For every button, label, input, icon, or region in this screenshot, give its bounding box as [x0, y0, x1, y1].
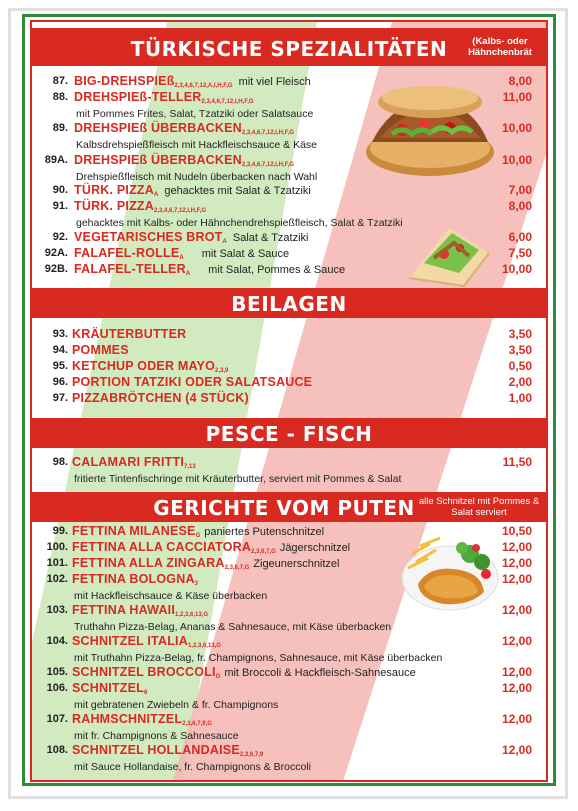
item-extra: Kalbsdrehspießfleisch mit Hackfleischsauce & Käse [76, 139, 318, 151]
item-number: 90. [52, 184, 68, 196]
item-price: 12,00 [501, 603, 532, 617]
item-number: 99. [52, 525, 68, 537]
allergen-codes: A [153, 192, 159, 198]
item-name: TÜRK. PIZZA [74, 199, 154, 213]
item-desc: mit Salat & Sauce [201, 248, 290, 260]
item-extra: mit Truthahn Pizza-Belag, fr. Champignons, Sahnesauce, mit Käse überbacken [74, 652, 443, 664]
item-extra: mit Pommes Frites, Salat, Tzatziki oder Salatsauce [76, 108, 314, 120]
allergen-codes: 7,13 [184, 464, 196, 470]
item-price: 12,00 [501, 743, 532, 757]
item-price: 10,00 [501, 262, 532, 276]
item-name: SCHNITZEL HOLLANDAISE [72, 743, 240, 757]
menu-item [32, 327, 546, 342]
item-number: 105. [46, 666, 68, 678]
item-extra: fritierte Tintenfischringe mit Kräuterbutter, serviert mit Pommes & Salat [74, 473, 402, 485]
section-note: alle Schnitzel mit Pommes & Salat serviert [418, 496, 540, 518]
item-name: PIZZABRÖTCHEN (4 STÜCK) [72, 391, 249, 405]
item-name: FETTINA BOLOGNA [72, 572, 195, 586]
item-name: DREHSPIEß ÜBERBACKEN [74, 153, 242, 167]
allergen-codes: 2,3,6,7,9,G [182, 721, 212, 727]
item-name: RAHMSCHNITZEL [72, 712, 183, 726]
section-header-puten [32, 492, 546, 522]
menu-item [32, 743, 546, 758]
item-name: VEGETARISCHES BROT [74, 230, 223, 244]
item-name: KRÄUTERBUTTER [72, 327, 187, 341]
item-name: DREHSPIEß ÜBERBACKEN [74, 121, 242, 135]
item-name: FETTINA ALLA ZINGARA [72, 556, 225, 570]
section-title: GERICHTE VOM PUTEN [153, 496, 415, 520]
item-number: 98. [52, 456, 68, 468]
allergen-codes: 1,2,3,6,13,G [175, 612, 209, 618]
item-price: 1,00 [508, 391, 532, 405]
allergen-codes: 2,3,6,7,9 [239, 752, 264, 758]
item-price: 11,00 [502, 90, 532, 104]
menu-item [32, 343, 546, 358]
item-price: 12,00 [501, 556, 532, 570]
item-number: 100. [46, 541, 68, 553]
allergen-codes: A [179, 255, 184, 261]
item-price: 3,50 [508, 343, 532, 357]
menu-item [32, 230, 546, 245]
item-price: 8,00 [508, 199, 532, 213]
item-number: 97. [52, 392, 68, 404]
item-number: 89A. [44, 154, 68, 166]
section-header-pesce [32, 418, 546, 448]
menu-item [32, 121, 546, 136]
item-price: 0,50 [508, 359, 532, 373]
item-desc: Salat & Tzatziki [232, 232, 309, 244]
item-extra: mit fr. Champignons & Sahnesauce [74, 730, 239, 742]
allergen-codes: A [185, 271, 191, 277]
item-price: 7,00 [508, 183, 532, 197]
item-name: FALAFEL-TELLER [74, 262, 186, 276]
item-number: 101. [46, 557, 68, 569]
item-number: 104. [46, 635, 68, 647]
item-name: FALAFEL-ROLLE [74, 246, 180, 260]
item-number: 88. [52, 91, 68, 103]
allergen-codes: 2,3,6,7,G [251, 549, 276, 555]
item-extra: Truthahn Pizza-Belag, Ananas & Sahnesauce, mit Käse überbacken [74, 621, 392, 633]
section-header-beilagen [32, 288, 546, 318]
menu-item [32, 74, 546, 89]
item-name: DREHSPIEß-TELLER [74, 90, 202, 104]
menu-item [32, 391, 546, 406]
item-number: 93. [52, 328, 68, 340]
section-note: (Kalbs- oder Hähnchenbrät [468, 36, 532, 58]
item-extra: mit Sauce Hollandaise, fr. Champignons & Broccoli [74, 761, 311, 773]
section-title: TÜRKISCHE SPEZIALITÄTEN [130, 37, 448, 61]
menu-item [32, 524, 546, 539]
item-desc: mit Broccoli & Hackfleisch-Sahnesauce [224, 667, 416, 679]
allergen-codes: 2,3,4,6,7,12,I,H,F,G [241, 130, 294, 136]
item-desc: Jägerschnitzel [279, 542, 351, 554]
item-price: 11,50 [502, 455, 532, 469]
item-desc: gehacktes mit Salat & Tzatziki [164, 185, 311, 197]
menu-item [32, 375, 546, 390]
item-number: 108. [46, 744, 68, 756]
allergen-codes: 2,3,9 [215, 368, 229, 374]
menu-item [32, 199, 546, 214]
allergen-codes: 2,3,4,6,7,12,I,H,F,G [241, 162, 294, 168]
item-number: 91. [52, 200, 68, 212]
item-extra: gehacktes mit Kalbs- oder Hähnchendrehspießfleisch, Salat & Tzatziki [76, 217, 403, 229]
item-number: 96. [52, 376, 68, 388]
item-price: 12,00 [501, 572, 532, 586]
item-name: SCHNITZEL BROCCOLI [72, 665, 216, 679]
item-desc: mit viel Fleisch [238, 76, 311, 88]
item-name: KETCHUP ODER MAYO [72, 359, 216, 373]
item-number: 103. [46, 604, 68, 616]
allergen-codes: 2,3,6,7,G [224, 565, 250, 571]
item-number: 94. [52, 344, 68, 356]
item-number: 102. [46, 573, 68, 585]
menu-item [32, 634, 546, 649]
item-number: 92B. [44, 263, 68, 275]
menu-card [30, 20, 548, 782]
item-name: FETTINA HAWAII [72, 603, 176, 617]
item-extra: Drehspießfleisch mit Nudeln überbacken nach Wahl [76, 171, 318, 183]
menu-item [32, 665, 546, 680]
allergen-codes: 3 [194, 581, 199, 587]
menu-item [32, 712, 546, 727]
menu-item [32, 90, 546, 105]
item-number: 95. [52, 360, 68, 372]
item-number: 106. [46, 682, 68, 694]
menu-item [32, 246, 546, 261]
item-price: 2,00 [508, 375, 532, 389]
menu-item [32, 262, 546, 277]
menu-item [32, 455, 546, 470]
section-title: PESCE - FISCH [205, 422, 373, 446]
menu-item [32, 183, 546, 198]
item-extra: mit Hackfleischsauce & Käse überbacken [74, 590, 268, 602]
item-number: 89. [52, 122, 68, 134]
item-name: BIG-DREHSPIEß [74, 74, 175, 88]
item-price: 10,50 [501, 524, 532, 538]
item-name: TÜRK. PIZZA [74, 183, 154, 197]
item-price: 10,00 [501, 121, 532, 135]
item-name: PORTION TATZIKI ODER SALATSAUCE [72, 375, 313, 389]
item-price: 7,50 [508, 246, 532, 260]
allergen-codes: 6 [143, 690, 148, 696]
item-name: FETTINA ALLA CACCIATORA [72, 540, 252, 554]
item-desc: paniertes Putenschnitzel [204, 526, 325, 538]
item-desc: Zigeunerschnitzel [253, 558, 340, 570]
item-number: 107. [46, 713, 68, 725]
item-price: 12,00 [501, 634, 532, 648]
menu-item [32, 153, 546, 168]
item-number: 92. [52, 231, 68, 243]
allergen-codes: A [222, 239, 227, 245]
allergen-codes: G [215, 674, 221, 680]
menu-item [32, 359, 546, 374]
menu-item [32, 556, 546, 571]
item-price: 10,00 [501, 153, 532, 167]
section-header-tuerkische [32, 28, 546, 66]
item-price: 3,50 [508, 327, 532, 341]
allergen-codes: 1,2,3,6,13,G [187, 643, 221, 649]
item-number: 87. [52, 75, 68, 87]
item-name: SCHNITZEL ITALIA [72, 634, 188, 648]
item-name: FETTINA MILANESE [72, 524, 196, 538]
item-price: 12,00 [501, 540, 532, 554]
item-name: SCHNITZEL [72, 681, 144, 695]
item-name: CALAMARI FRITTI [72, 455, 185, 469]
section-title: BEILAGEN [231, 292, 347, 316]
item-price: 12,00 [501, 712, 532, 726]
menu-item [32, 540, 546, 555]
item-price: 12,00 [501, 681, 532, 695]
item-desc: mit Salat, Pommes & Sauce [208, 264, 346, 276]
menu-item [32, 681, 546, 696]
allergen-codes: 2,3,4,6,7,12,A,I,H,F,G [174, 83, 233, 89]
allergen-codes: 2,3,4,6,7,12,I,H,F,G [153, 208, 207, 214]
menu-item [32, 603, 546, 618]
menu-item [32, 572, 546, 587]
item-number: 92A. [44, 247, 68, 259]
allergen-codes: G [195, 533, 201, 539]
allergen-codes: 2,3,4,6,7,12,I,H,F,G [201, 99, 254, 105]
item-extra: mit gebratenen Zwiebeln & fr. Champignons [74, 699, 279, 711]
item-price: 12,00 [501, 665, 532, 679]
item-price: 8,00 [508, 74, 532, 88]
item-price: 6,00 [508, 230, 532, 244]
item-name: POMMES [72, 343, 129, 357]
